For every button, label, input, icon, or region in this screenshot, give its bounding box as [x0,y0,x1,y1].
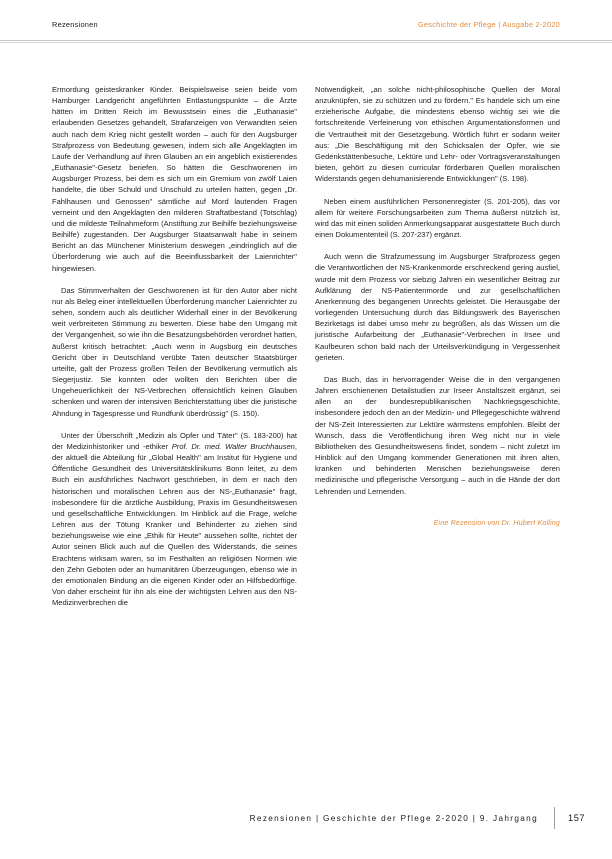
paragraph: Neben einem ausführlichen Personenregister (S. 201-205), das vor allem für weitere Forschungsarbeiten zum Thema äußerst nützlich ist, wird das mit einen soliden Anmerkungsapparat ausgestattete Buch durch einen Dokumententeil (S. 207-237) ergänzt. [315,196,560,240]
running-head-right: Geschichte der Pflege | Ausgabe 2-2020 [417,20,560,29]
paragraph: Notwendigkeit, „an solche nicht-philosophische Quellen der Moral anzuknüpfen, sie zu schützen und zu fördern." Es handele sich um eine erzieherische Aufgabe, die mindestens ebenso wichtig sei wie die fortschreitende Verfeinerung von ethischen Argumentationsformen und die Vertrautheit mit der Gesetzgebung. Wörtlich führt er sodann weiter aus: „Die Beschäftigung mit den Schicksalen der Opfer, wie sie Gedenkstättenbesuche, Lektüre und Lehr- oder Vortragsveranstaltungen bieten, gehört zu diesen curricular förderbaren Quellen moralischen Widerstands gegen dehumanisierende Entwicklungen" (S. 198). [315,85,560,184]
paragraph: Ermordung geisteskranker Kinder. Beispielsweise seien beide vom Hamburger Landgericht angeführten Entlastungspunkte – die Ärzte hätten im Dritten Reich im Bewusstsein eines die „Euthanasie" erlaubenden Gesetzes gehandelt, Strafanzeigen von Verwandten seien auch nach dem Krieg nicht gestellt worden – auch für den Augsburger Strafprozess von Bedeutung gewesen, indem sich alle Angeklagten im Laufe der Verhandlung auf ihren Glauben an ein angeblich existierendes „Euthanasie"-Gesetz beriefen. So hätten die Geschworenen im Augsburger Prozess, bei dem es sich um ein Gremium von zwölf Laien handelte, die über Schuld und Unschuld zu urteilen hatten, gegen „Dr. Fahlhausen und Genossen" sämtliche auf Mord lautenden Fragen verneint und den Angeklagten den milderen Straftatbestand (Totschlag) und die mildeste Teilnahmeform (Anstiftung zur Beihilfe beziehungsweise Beihilfe) zugestanden. Der Augsburger Staatsanwalt habe in seinem Bericht an das Münchener Ministerium deswegen „eindringlich auf die Überforderung wie auch auf die Beeinflussbarkeit der Laienrichter" hingewiesen. [52,85,297,273]
paragraph [52,430,297,609]
header-divider-secondary [0,42,612,43]
reviewer-signature: Eine Rezension von Dr. Hubert Kolling [433,518,560,527]
body-columns [52,84,560,784]
page-footer [52,807,588,829]
paragraph-text-pre: Unter der Überschrift „Medizin als Opfer und Täter" (S. 183-200) hat der Medizinhistoriker und -ethiker [52,430,297,451]
left-column [52,84,297,784]
author-name: Prof. Dr. med. Walter Bruchhausen [171,441,295,451]
page-number: 157 [568,813,586,823]
footer-citation: Rezensionen | Geschichte der Pflege 2-2020 | 9. Jahrgang [249,813,538,823]
footer-divider [554,807,555,829]
right-column [315,84,560,784]
running-head-left: Rezensionen [52,20,98,29]
running-head [52,20,560,36]
paragraph-text-post: , der aktuell die Abteilung für „Global Health" am Institut für Hygiene und Öffentliche Gesundheit des Universitätsklinikums Bonn leitet, zu dem Buch ein ausführliches Nachwort geschrieben, in dem er nach den historischen und moralischen Lehren aus der NS-„Euthanasie" fragt, insbesondere für die ärztliche Ausbildung, Praxis im Gesundheitswesen und gesellschaftliche Entwicklungen. Im Hinblick auf die Frage, welche Lehren aus der Tötung Kranker und Behinderter zu ziehen sind beziehungsweise wie eine „Ethik für Heute" aussehen sollte, richtet der Autor seinen Blick auch auf die Quellen des Widerstands, die seines Erachtens wirksam waren, so im Festhalten an religiösen Normen wie den Zehn Geboten oder an humanitären Überzeugungen, ebenso wie in der emotionalen Bindung an die eigenen Kinder oder an Hilfsbedürftige. Von daher erscheint für ihn als eine der wichtigsten Lehren aus den NS-Medizinverbrechen die [52,441,297,608]
header-divider [0,40,612,41]
paragraph: Auch wenn die Strafzumessung im Augsburger Strafprozess gegen die Verantwortlichen der NS-Krankenmorde erschreckend gering ausfiel, wurde mit dem Prozess vor siebzig Jahren ein wesentlicher Beitrag zur Aufklärung der NS-Patientenmorde und zur gesellschaftlichen Anerkennung des begangenen Unrechts geleistet. Die Herausgabe der vorliegenden Untersuchung durch das Bildungswerk des Bayerischen Bezirketags ist dabei umso mehr zu begrüßen, als das Wissen um die juristische Aufarbeitung der „Euthanasie"-Verbrechen in Irsee und Kaufbeuren schon bald nach der Urteilsverkündigung in Vergessenheit gerieten. [315,252,560,362]
paragraph: Das Stimmverhalten der Geschworenen ist für den Autor aber nicht nur als Beleg einer intellektuellen Überforderung mancher Laienrichter zu sehen, sondern auch als deutlicher Widerhall einer in der Bevölkerung weit verbreiteten Stimmung zu bewerten. Diese habe den Umgang mit der Vergangenheit, so wie ihn die Besatzungsbehörden verordnet hatten, äußerst kritisch betrachtet: „Auch wenn in Augsburg ein deutsches Gericht über in Deutschland verübte Taten deutscher Staatsbürger urteilte, galt der Prozess großen Teilen der Bevölkerung vermutlich als Siegerjustiz. Sie konnten oder wollten den Berichten über die Ungeheuerlichkeit der NS-Verbrechen offensichtlich keinen Glauben schenken und waren der intensiven Berichterstattung über die juristische Ahndung in Tagespresse und Rundfunk überdrüssig" (S. 150). [52,285,297,418]
paragraph: Das Buch, das in hervorragender Weise die in den vergangenen Jahren erschienenen Detailstudien zur Irseer Anstaltszeit ergänzt, sei allen an der bundesrepublikanischen Nachkriegsgeschichte, insbesondere jedoch den an der Medizin- und Pflegegeschichte während der NS-Zeit Interessierten zur Lektüre wärmstens empfohlen. Bleibt der Wunsch, dass die Veröffentlichung ihren Weg nicht nur in viele Bibliotheken des Gesundheitswesens findet, sondern – nicht zuletzt im Hinblick auf den Umgang kommender Generationen mit ihren alten, kranken und behinderten Menschen beziehungsweise deren medizinische und pflegerische Versorgung – auch in die Hände der dort Lehrenden und Lernenden. [315,375,560,496]
